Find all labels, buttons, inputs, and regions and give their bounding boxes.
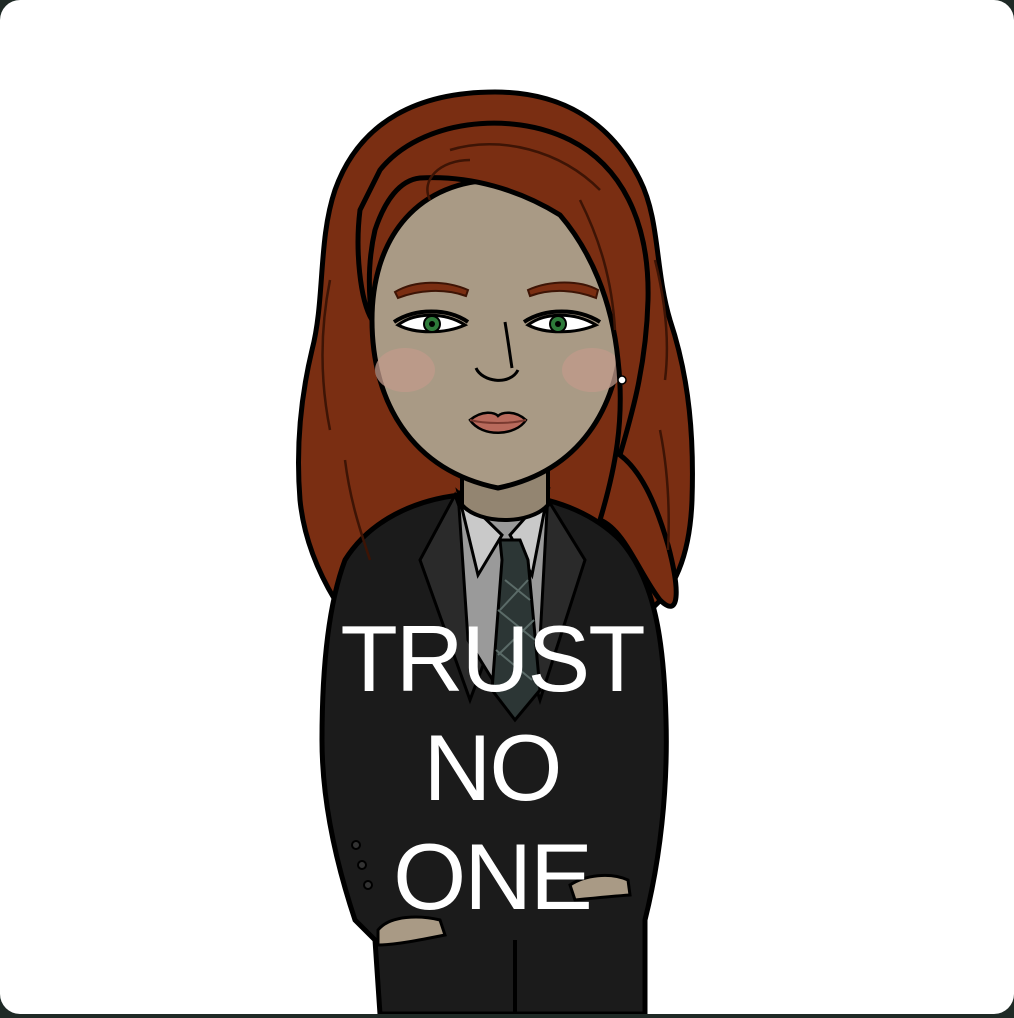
caption-line-3: ONE [393, 824, 591, 929]
caption-line-2: NO [423, 715, 561, 820]
right-cheek [562, 348, 622, 392]
sticker-caption [292, 604, 692, 931]
left-cheek [375, 348, 435, 392]
caption-line-1: TRUST [340, 606, 644, 711]
right-pupil [555, 321, 561, 327]
earring [618, 376, 626, 384]
left-pupil [429, 321, 435, 327]
